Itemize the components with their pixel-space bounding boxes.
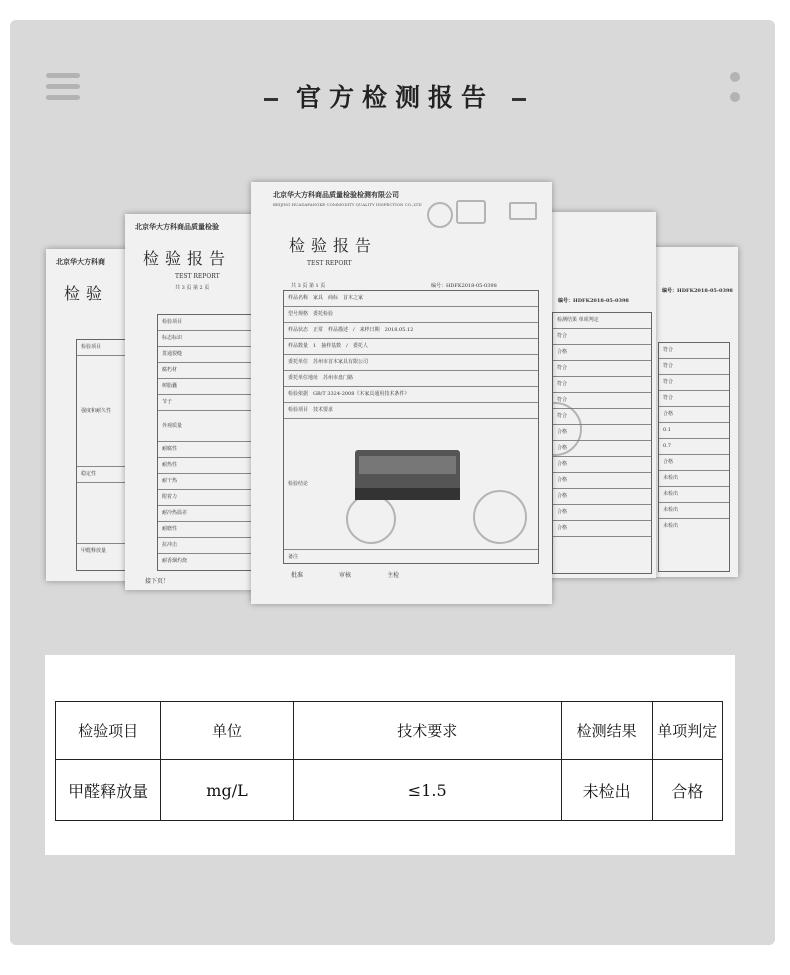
report-row: 标志标识	[158, 331, 308, 347]
report-number: 编号：HDFK2018-05-0398	[431, 283, 497, 289]
report-row: 节子	[158, 395, 308, 411]
page-title: 官方检测报告	[0, 78, 790, 114]
report-row: 检验项目	[77, 340, 197, 356]
cnas-badge-icon	[456, 200, 486, 224]
report-cell: 未检出	[659, 487, 729, 503]
report-sheet-center	[251, 182, 552, 604]
report-row: 耐干热	[158, 474, 308, 490]
title-dash-right	[512, 98, 526, 101]
report-row: 检验依据 GB/T 3324-2008《木家具通用技术条件》	[284, 387, 538, 403]
report-row: 检验项目 技术要求	[284, 403, 538, 419]
report-title: 检验报告	[289, 236, 378, 255]
report-row: 耐热性	[158, 458, 308, 474]
report-cell: 未检出	[659, 471, 729, 487]
report-row: 附着力	[158, 490, 308, 506]
table-cell: 甲醛释放量	[56, 760, 161, 821]
table-cell: ≤1.5	[293, 760, 561, 821]
report-row: 腐朽材	[158, 363, 308, 379]
table-header-cell: 单项判定	[652, 702, 722, 760]
stamp-seal-icon	[346, 494, 396, 544]
table-header-cell: 技术要求	[293, 702, 561, 760]
report-cell: 符合	[553, 361, 651, 377]
report-row: 检验项目	[158, 315, 308, 331]
report-cell: 符合	[553, 377, 651, 393]
report-sheet-far-right	[652, 247, 738, 577]
report-row: 样品状态 正常 样品描述 / 来样日期 2018.05.12	[284, 323, 538, 339]
report-row: 委托单位地址 苏州市盘门路	[284, 371, 538, 387]
report-page: 共 3 页 第 1 页	[291, 283, 326, 289]
report-cell: 符合	[553, 409, 651, 425]
report-row: 抗冲击	[158, 538, 308, 554]
report-row: 甲醛释放量	[81, 548, 107, 554]
result-table	[55, 701, 723, 821]
report-cell: 合格	[553, 505, 651, 521]
report-cell: 合格	[553, 473, 651, 489]
table-header-cell: 检验项目	[56, 702, 161, 760]
cma-badge-icon	[509, 202, 537, 220]
report-subtitle: TEST REPORT	[175, 273, 220, 280]
sample-product-photo	[355, 450, 460, 500]
report-org: 北京华大方科商	[56, 257, 105, 266]
stamp-seal-icon	[473, 490, 527, 544]
table-cell: 合格	[652, 760, 722, 821]
cnas-logo-icon	[427, 202, 453, 228]
report-cell: 未检出	[663, 523, 679, 529]
report-row: 样品名称 家具 商标 首木之家	[284, 291, 538, 307]
report-cell: 0.7	[659, 439, 729, 455]
report-cell: 未检出	[659, 503, 729, 519]
report-subtitle: TEST REPORT	[307, 260, 352, 267]
report-cell: 合格	[659, 407, 729, 423]
report-cell: 符合	[659, 359, 729, 375]
report-title: 检验报告	[143, 249, 232, 268]
report-signers: 批准 审核 主检	[291, 572, 400, 579]
report-org: 北京华大方科商品质量检验	[135, 222, 219, 231]
title-dash-left	[264, 98, 278, 101]
report-title: 检验	[64, 284, 109, 303]
report-row: 耐腐性	[158, 442, 308, 458]
report-cell: 合格	[553, 489, 651, 505]
report-cell: 合格	[553, 425, 651, 441]
report-row: 备注	[288, 554, 299, 560]
report-cell: 合格	[553, 441, 651, 457]
report-footer: 接下页！	[145, 578, 170, 585]
table-header-cell: 检测结果	[561, 702, 652, 760]
report-sheet-right	[548, 212, 656, 578]
report-cell: 合格	[553, 345, 651, 361]
report-cell: 合格	[553, 457, 651, 473]
report-org-en: BEIJING HUADAFANGKE COMMODITY QUALITY INSPECTION CO.,LTD	[273, 202, 422, 207]
report-row: 稳定性	[77, 467, 197, 483]
report-row: 型号规格 委托检验	[284, 307, 538, 323]
table-header-row	[56, 702, 723, 760]
report-table	[658, 342, 730, 572]
table-row	[56, 760, 723, 821]
report-row: 贯通裂缝	[158, 347, 308, 363]
report-row: 委托单位 苏州市首木家具有限公司	[284, 355, 538, 371]
table-cell: 未检出	[561, 760, 652, 821]
report-row: 耐冷热温差	[158, 506, 308, 522]
report-row: 外观质量	[158, 411, 308, 442]
report-cell: 符合	[553, 393, 651, 409]
report-cell: 合格	[659, 455, 729, 471]
report-row: 耐香烟灼烧	[162, 558, 188, 564]
report-page: 共 3 页 第 2 页	[175, 285, 210, 291]
report-cell: 0.1	[659, 423, 729, 439]
report-cell: 符合	[659, 343, 729, 359]
report-org: 北京华大方科商品质量检验检测有限公司	[273, 190, 399, 199]
report-cell: 符合	[553, 329, 651, 345]
report-number: 编号：HDFK2018-05-0398	[558, 298, 629, 304]
table-header-cell: 单位	[161, 702, 293, 760]
report-number: 编号：HDFK2018-05-0398	[662, 288, 733, 294]
report-row: 检验结论	[284, 419, 538, 550]
table-cell: mg/L	[161, 760, 293, 821]
report-cell: 符合	[659, 391, 729, 407]
report-row: 树脂囊	[158, 379, 308, 395]
report-row: 样品数量 1 抽样基数 / 委托人	[284, 339, 538, 355]
report-header-cell: 检测结果 单项判定	[553, 313, 651, 329]
report-cell: 合格	[553, 521, 651, 537]
report-row: 强度和耐久性	[77, 356, 197, 467]
report-row: 耐磨性	[158, 522, 308, 538]
report-cell: 符合	[659, 375, 729, 391]
